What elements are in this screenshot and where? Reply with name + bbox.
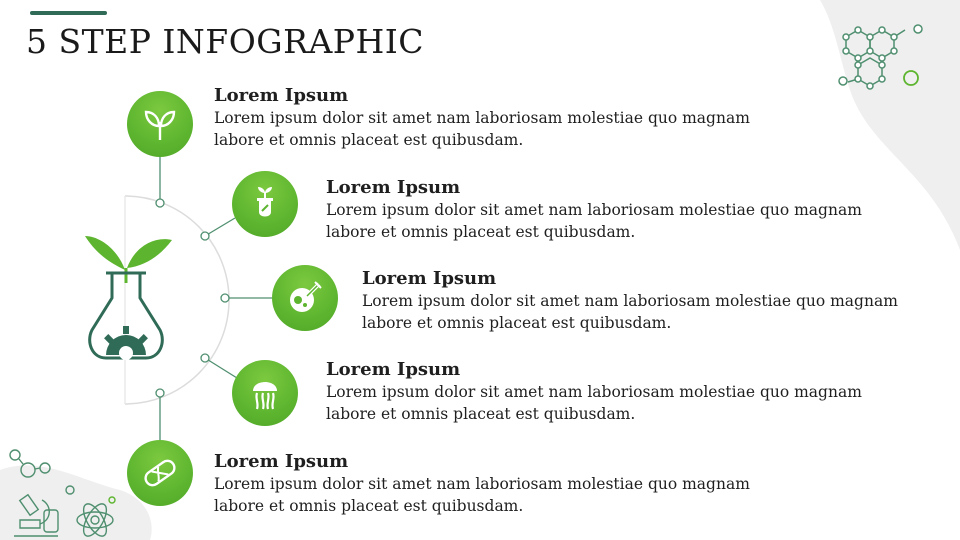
step-5-icon-badge [127, 440, 193, 506]
jellyfish-icon [245, 373, 285, 413]
step-3-body: Lorem ipsum dolor sit amet nam laboriosam molestiae quo magnam labore et omnis placeat est quibusdam. [362, 292, 898, 332]
dna-capsule-icon [140, 453, 180, 493]
step-3-icon-badge [272, 265, 338, 331]
syringe-cell-icon [285, 278, 325, 318]
step-1-body: Lorem ipsum dolor sit amet nam laboriosam molestiae quo magnam labore et omnis placeat est quibusdam. [214, 109, 750, 149]
step-4-body: Lorem ipsum dolor sit amet nam laboriosam molestiae quo magnam labore et omnis placeat est quibusdam. [326, 383, 862, 423]
step-2-title: Lorem Ipsum [326, 177, 461, 198]
step-3-title: Lorem Ipsum [362, 268, 497, 289]
step-2-icon-badge [232, 171, 298, 237]
step-5-title: Lorem Ipsum [214, 451, 349, 472]
step-5-body: Lorem ipsum dolor sit amet nam laboriosam molestiae quo magnam labore et omnis placeat est quibusdam. [214, 475, 750, 515]
sprout-icon [140, 104, 180, 144]
step-4-icon-badge [232, 360, 298, 426]
step-4-title: Lorem Ipsum [326, 359, 461, 380]
step-1-icon-badge [127, 91, 193, 157]
step-1-title: Lorem Ipsum [214, 85, 349, 106]
flask-sprout-icon [245, 184, 285, 224]
page-title: 5 STEP INFOGRAPHIC [26, 22, 425, 61]
step-2-body: Lorem ipsum dolor sit amet nam laboriosam molestiae quo magnam labore et omnis placeat est quibusdam. [326, 201, 862, 241]
